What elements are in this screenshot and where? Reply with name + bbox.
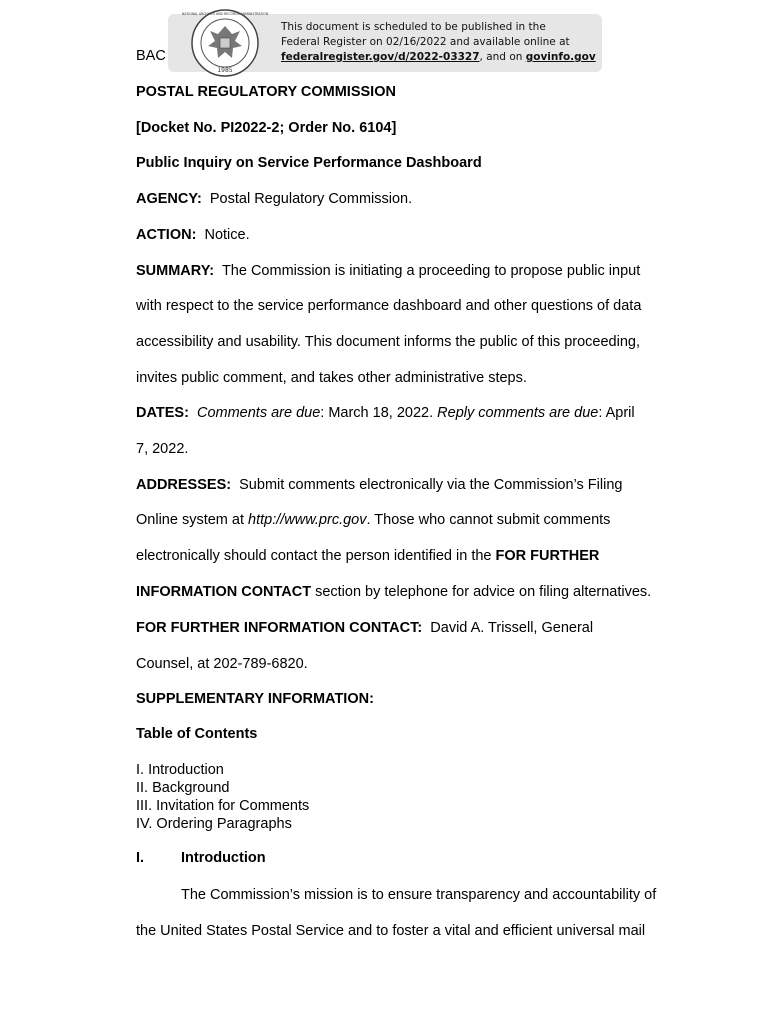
- summary-line-1: SUMMARY: The Commission is initiating a proceeding to propose public input: [136, 263, 641, 279]
- toc-item: I. Introduction: [136, 762, 224, 778]
- docket-number: [Docket No. PI2022-2; Order No. 6104]: [136, 120, 397, 136]
- document-subject: Public Inquiry on Service Performance Dashboard: [136, 155, 482, 171]
- toc-item: IV. Ordering Paragraphs: [136, 816, 292, 832]
- summary-line-2: with respect to the service performance dashboard and other questions of data: [136, 298, 642, 314]
- prc-url[interactable]: http://www.prc.gov: [248, 512, 367, 528]
- publication-notice: This document is scheduled to be published in the Federal Register on 02/16/2022 and available online at federalregister.gov/d/2022-03327, and on govinfo.gov: [281, 21, 596, 63]
- toc-item: III. Invitation for Comments: [136, 798, 310, 814]
- contact-line-2: Counsel, at 202-789-6820.: [136, 656, 308, 672]
- section-number: I.: [136, 850, 145, 866]
- intro-line-1: The Commission’s mission is to ensure transparency and accountability of: [181, 887, 657, 903]
- action-line: ACTION: Notice.: [136, 227, 250, 243]
- national-archives-seal-icon: [181, 6, 269, 80]
- svg-text:NATIONAL ARCHIVES AND RECORDS: NATIONAL ARCHIVES AND RECORDS ADMINISTRATION: [181, 12, 269, 16]
- svg-text:1985: 1985: [217, 67, 233, 74]
- addresses-line-1: ADDRESSES: Submit comments electronically via the Commission’s Filing: [136, 477, 623, 493]
- toc-heading: Table of Contents: [136, 726, 258, 742]
- summary-line-3: accessibility and usability. This document informs the public of this proceeding,: [136, 334, 640, 350]
- summary-line-4: invites public comment, and takes other administrative steps.: [136, 370, 527, 386]
- contact-line-1: FOR FURTHER INFORMATION CONTACT: David A. Trissell, General: [136, 620, 594, 636]
- dates-line-2: 7, 2022.: [136, 441, 189, 457]
- agency-line: AGENCY: Postal Regulatory Commission.: [136, 191, 413, 207]
- addresses-line-4: INFORMATION CONTACT section by telephone for advice on filing alternatives.: [136, 584, 652, 600]
- federalregister-link[interactable]: federalregister.gov/d/2022-03327: [281, 51, 480, 63]
- govinfo-link[interactable]: govinfo.gov: [525, 51, 596, 63]
- addresses-line-3: electronically should contact the person identified in the FOR FURTHER: [136, 548, 600, 564]
- billing-code: BAC: [136, 48, 166, 64]
- toc-item: II. Background: [136, 780, 230, 796]
- intro-line-2: the United States Postal Service and to foster a vital and efficient universal mail: [136, 923, 646, 939]
- agency-heading: POSTAL REGULATORY COMMISSION: [136, 84, 396, 100]
- addresses-line-2: Online system at http://www.prc.gov. Those who cannot submit comments: [136, 512, 611, 528]
- section-title: Introduction: [181, 850, 266, 866]
- table-of-contents: [136, 761, 309, 833]
- supplementary-heading: SUPPLEMENTARY INFORMATION:: [136, 691, 374, 707]
- dates-line-1: DATES: Comments are due: March 18, 2022. Reply comments are due: April: [136, 405, 635, 421]
